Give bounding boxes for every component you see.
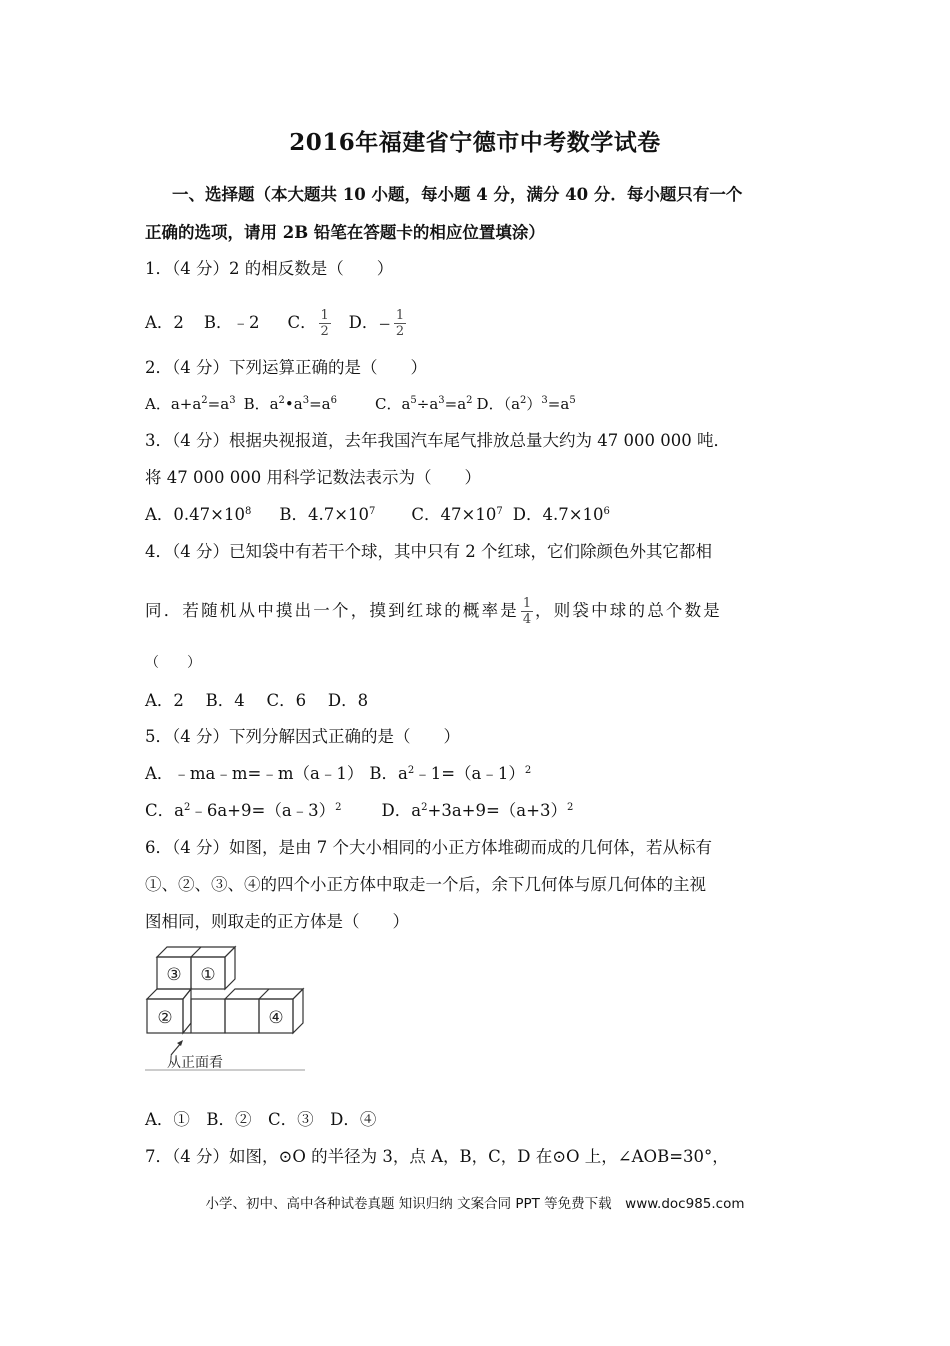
- q6-options: A．① B．② C．③ D．④: [145, 1110, 377, 1129]
- q5-option-b: B．$a^2﹣1=(a﹣1)^2$: [369, 764, 532, 783]
- fraction-numerator: 1: [320, 308, 329, 323]
- q5-options-row2: [145, 800, 573, 822]
- q3-options: [145, 504, 610, 526]
- q3-option-b: B．$4.7\times 10^7$: [279, 505, 376, 524]
- q1-option-d-fraction: [394, 308, 406, 339]
- q6-stem-line3: 图相同，则取走的正方体是（ ）: [145, 912, 409, 931]
- q2-option-d: D．$(a^2)^3=a^5$: [476, 395, 576, 413]
- q2-option-b: B．$a^2•a^3=a^6$: [243, 395, 337, 413]
- cube-label-2: ③: [166, 965, 182, 985]
- fraction-denominator: 4: [522, 612, 532, 627]
- fraction-numerator: 1: [522, 596, 532, 611]
- q3-option-d: D．$4.7\times 10^6$: [512, 505, 610, 524]
- q2-option-a: A．$a+a^2=a^3$: [145, 395, 236, 413]
- q6-stem-line2: ①、②、③、④的四个小正方体中取走一个后，余下几何体与原几何体的主视: [145, 875, 706, 894]
- q1-option-d: [349, 308, 408, 339]
- q7-stem: 7．（4 分）如图，⊙O 的半径为 3，点 A，B，C，D 在⊙O 上，∠AOB=30°，: [145, 1147, 729, 1166]
- q2-option-c: C．$a^5\div a^3=a^2$: [374, 395, 473, 413]
- fraction-numerator: 1: [395, 308, 405, 323]
- top-row-side-face: [225, 947, 235, 989]
- q2-options: [145, 393, 576, 415]
- footer-text: 小学、初中、高中各种试卷真题 知识归纳 文案合同 PPT 等免费下载 www.doc985.com: [205, 1196, 745, 1212]
- q3-stem-line2: 将 47 000 000 用科学记数法表示为（ ）: [145, 468, 481, 487]
- q4-stem-line2-part2: ，则袋中球的总个数是: [535, 601, 722, 620]
- q4-stem-line1: 4．（4 分）已知袋中有若干个球，其中只有 2 个红球，它们除颜色外其它都相: [145, 542, 712, 561]
- cube-1-side-face: [183, 989, 191, 1033]
- q5-option-a: A．﹣ma﹣m=﹣m（a﹣1）: [145, 764, 364, 783]
- q6-stem-line1: 6．（4 分）如图，是由 7 个大小相同的小正方体堆砌而成的几何体，若从标有: [145, 838, 712, 857]
- q3-option-a: A．$0.47\times 10^8$: [145, 505, 252, 524]
- q5-stem: 5．（4 分）下列分解因式正确的是（ ）: [145, 727, 460, 746]
- q6-cube-figure: [145, 945, 305, 1071]
- cube-label-3: ①: [200, 965, 216, 985]
- fraction-denominator: 2: [320, 324, 329, 339]
- q5-option-c: C．$a^2﹣6a+9=(a﹣3)^2$: [145, 801, 342, 820]
- q2-stem: 2．（4 分）下列运算正确的是（ ）: [145, 358, 427, 377]
- q1-option-d-label: D．: [348, 313, 379, 332]
- section-heading-line2: 正确的选项，请用 2B 铅笔在答题卡的相应位置填涂）: [145, 223, 545, 242]
- q5-option-d: D．$a^2+3a+9=(a+3)^2$: [381, 801, 574, 820]
- q1-options: [145, 308, 408, 339]
- q1-option-c-fraction: [319, 308, 331, 339]
- cube-label-4: ④: [268, 1008, 284, 1028]
- minus-sign: −: [378, 314, 391, 333]
- cube-4-side-face: [293, 989, 303, 1033]
- q4-options: A．2 B．4 C．6 D．8: [145, 691, 369, 710]
- q4-stem-line3: （ ）: [145, 655, 201, 671]
- q3-option-c: C．$47\times 10^7$: [411, 505, 503, 524]
- q4-stem-line2-part1: 同．若随机从中摸出一个，摸到红球的概率是: [145, 601, 519, 620]
- section-heading-line1: 一、选择题（本大题共 10 小题，每小题 4 分，满分 40 分．每小题只有一个: [172, 185, 743, 204]
- cube-label-1: ②: [157, 1008, 173, 1028]
- q4-fraction: [521, 596, 533, 627]
- q5-options-row1: [145, 763, 531, 785]
- q1-option-a: A．2: [145, 313, 184, 332]
- cube-middle-front: [191, 999, 225, 1033]
- q1-option-b: B．﹣2: [203, 313, 260, 332]
- q1-option-c: [288, 308, 333, 339]
- q1-stem: 1．（4 分）2 的相反数是（ ）: [145, 259, 394, 278]
- q3-stem-line1: 3．（4 分）根据央视报道，去年我国汽车尾气排放总量大约为 47 000 000 吨．: [145, 431, 730, 450]
- fraction-denominator: 2: [395, 324, 405, 339]
- figure-caption: 从正面看: [167, 1055, 223, 1071]
- arrow-head-icon: [177, 1040, 183, 1046]
- q4-stem-line2: [145, 596, 722, 627]
- page-title: 2016年福建省宁德市中考数学试卷: [289, 129, 661, 156]
- cube-right-front: [225, 999, 259, 1033]
- q1-option-c-label: C．: [287, 313, 317, 332]
